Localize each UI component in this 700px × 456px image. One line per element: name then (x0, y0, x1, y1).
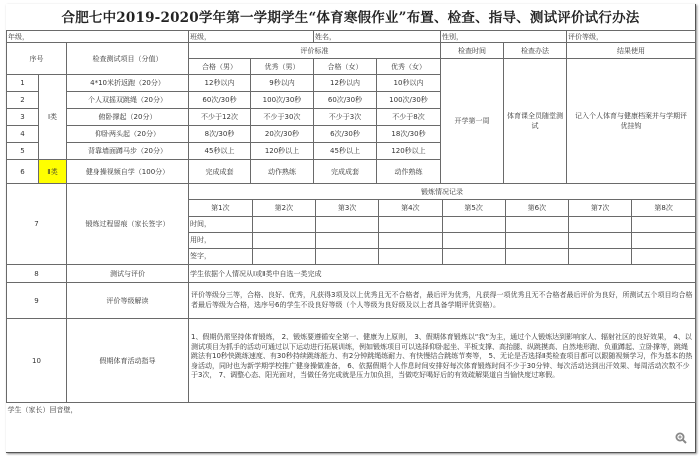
row-10-item: 假期体育活动指导 (67, 319, 189, 403)
row-excellent-male: 100次/30秒 (251, 92, 314, 109)
row-excellent-female: 不少于8次 (377, 109, 441, 126)
signature-line (189, 248, 695, 264)
row-item: 个人双摇双跳绳（20分） (67, 92, 189, 109)
time-cell[interactable] (632, 216, 695, 232)
row-10-content: 1、假期仍需坚持体育锻炼， 2、锻炼要遵循安全第一、健康为上原则， 3、假期体育锻炼以“我”为主，通过个人锻炼达到影响家人、辐射社区的良好效果， 4、以测试项目为抓手的活动可通过以下运动进行拓展训练，例如锻炼项目可以选择仰卧起坐、平板支撑、高抬腿、纵跳摸高、自然地形跑、负重蹲起、立卧撑等，跳绳跳法有10秒快跳练速度、有30秒持续跳练能力、有2分钟跳绳练耐力、有快慢结合跳练节奏等， 5、无论是否选择Ⅱ类检查项目都可以跟随视频学习，作为基本的热身活动，同时也为新学期学校推广健身操做准备， 6、依据假期个人作息时间安排好每次体育锻炼时间不少于30分钟、每次活动达到出汗效果、每周活动次数不少于3次， 7、调整心态、阳光面对，当做任务完成就是压力加负担，当做吃好喝好后的有效疏解渠道自当愉快度过寒假。 (189, 319, 696, 403)
zoom-in-icon[interactable] (675, 432, 687, 444)
category-2-highlighted: Ⅱ类 (39, 160, 67, 184)
time-cell[interactable] (316, 216, 379, 232)
time-label: 时间， (189, 216, 252, 232)
row-pass-female: 不少于3次 (314, 109, 377, 126)
time-cell[interactable] (505, 216, 568, 232)
time-cell[interactable] (442, 216, 505, 232)
row-seq: 1 (7, 75, 39, 92)
feedback-row (7, 403, 696, 451)
duration-cell[interactable] (442, 232, 505, 248)
row-pass-female: 60次/30秒 (314, 92, 377, 109)
duration-cell[interactable] (379, 232, 442, 248)
row-7-seq: 7 (7, 184, 67, 265)
row-8-seq: 8 (7, 265, 67, 283)
row-pass-female: 完成成套 (314, 160, 377, 184)
row-pass-female: 6次/30秒 (314, 126, 377, 143)
rating-field[interactable]: 评价等级， (567, 31, 696, 43)
row-item: 仰卧两头起（20分） (67, 126, 189, 143)
duration-label: 用时， (189, 232, 252, 248)
session-2: 第2次 (252, 200, 315, 216)
row-9-content: 评价等级分三等，合格、良好、优秀，凡获得3项及以上优秀且无不合格者，最后评为优秀，凡获得一项优秀且无不合格者最后评价为良好，所测试五个项目均合格者最后等级为合格，选序号6的学生不设良好等级（个人等级为良好级及以上者具备学期评优资格）。 (189, 283, 696, 319)
record-title: 锻炼情况记录 (189, 184, 696, 200)
row-pass-female: 12秒以内 (314, 75, 377, 92)
signature-cell[interactable] (252, 248, 315, 264)
row-item: 俯卧撑起（20分） (67, 109, 189, 126)
duration-cell[interactable] (252, 232, 315, 248)
time-cell[interactable] (569, 216, 632, 232)
time-line (189, 216, 695, 232)
row-item: 4*10米折返跑（20分） (67, 75, 189, 92)
signature-label: 签字， (189, 248, 252, 264)
row-pass-male: 60次/30秒 (189, 92, 251, 109)
row-excellent-female: 10秒以内 (377, 75, 441, 92)
row-excellent-male: 不少于30次 (251, 109, 314, 126)
row-8-item: 测试与评价 (67, 265, 189, 283)
row-excellent-female: 18次/30秒 (377, 126, 441, 143)
row-7-item: 锻炼过程留痕（家长签字） (67, 184, 189, 265)
signature-cell[interactable] (316, 248, 379, 264)
duration-cell[interactable] (569, 232, 632, 248)
header-pass-male: 合格（男） (189, 59, 251, 75)
row-seq: 6 (7, 160, 39, 184)
row-excellent-male: 9秒以内 (251, 75, 314, 92)
category-1: Ⅰ类 (39, 75, 67, 160)
row-excellent-male: 动作熟练 (251, 160, 314, 184)
time-cell[interactable] (252, 216, 315, 232)
row-9-seq: 9 (7, 283, 67, 319)
session-3: 第3次 (316, 200, 379, 216)
header-excellent-female: 优秀（女） (377, 59, 441, 75)
row-9-item: 评价等级解读 (67, 283, 189, 319)
row-item: 背靠墙面蹲马步（20分） (67, 143, 189, 160)
header-check-time: 检查时间 (441, 43, 504, 59)
grade-field[interactable]: 年级， (7, 31, 189, 43)
duration-cell[interactable] (632, 232, 695, 248)
row-9 (7, 283, 696, 319)
row-excellent-female: 100次/30秒 (377, 92, 441, 109)
check-method-value: 体育课全员随堂测试 (504, 59, 567, 184)
name-field[interactable]: 姓名， (314, 31, 441, 43)
row-pass-male: 12秒以内 (189, 75, 251, 92)
row-excellent-female: 动作熟练 (377, 160, 441, 184)
class-field[interactable]: 班级， (189, 31, 314, 43)
row-item: 健身操视频自学（100分） (67, 160, 189, 184)
session-8: 第8次 (632, 200, 695, 216)
signature-cell[interactable] (569, 248, 632, 264)
header-check-method: 检查办法 (504, 43, 567, 59)
duration-cell[interactable] (316, 232, 379, 248)
header-excellent-male: 优秀（男） (251, 59, 314, 75)
row-pass-female: 45秒以上 (314, 143, 377, 160)
header-standard: 评价标准 (189, 43, 441, 59)
header-item: 检查测试项目（分值） (67, 43, 189, 75)
row-seq: 2 (7, 92, 39, 109)
session-1: 第1次 (189, 200, 252, 216)
session-6: 第6次 (505, 200, 568, 216)
row-8 (7, 265, 696, 283)
header-seq: 序号 (7, 43, 67, 75)
result-use-value: 记入个人体育与健康档案并与学期评优挂钩 (567, 59, 696, 184)
signature-cell[interactable] (632, 248, 695, 264)
row-10-seq: 10 (7, 319, 67, 403)
page-title: 合肥七中2019-2020学年第一学期学生“体育寒假作业”布置、检查、指导、测试评价试行办法 (61, 10, 640, 26)
row-pass-male: 完成成套 (189, 160, 251, 184)
form-table (6, 30, 696, 451)
header-row-1 (7, 43, 696, 59)
row-excellent-male: 20次/30秒 (251, 126, 314, 143)
row-seq: 4 (7, 126, 39, 143)
row-excellent-female: 120秒以上 (377, 143, 441, 160)
row-excellent-male: 120秒以上 (251, 143, 314, 160)
signature-cell[interactable] (505, 248, 568, 264)
signature-cell[interactable] (442, 248, 505, 264)
row-8-content: 学生依据个人情况从Ⅰ或Ⅱ类中自选一类完成 (189, 265, 696, 283)
info-row (7, 31, 696, 43)
document-sheet (6, 4, 696, 453)
row-pass-male: 8次/30秒 (189, 126, 251, 143)
header-pass-female: 合格（女） (314, 59, 377, 75)
gender-field[interactable]: 性别， (441, 31, 567, 43)
feedback-area[interactable]: 学生（家长）回音壁， (7, 406, 78, 414)
signature-cell[interactable] (379, 248, 442, 264)
check-time-value: 开学第一周 (441, 59, 504, 184)
header-result-use: 结果使用 (567, 43, 696, 59)
session-7: 第7次 (569, 200, 632, 216)
session-5: 第5次 (442, 200, 505, 216)
duration-cell[interactable] (505, 232, 568, 248)
duration-line (189, 232, 695, 248)
row-seq: 5 (7, 143, 39, 160)
session-4: 第4次 (379, 200, 442, 216)
row-pass-male: 不少于12次 (189, 109, 251, 126)
row-pass-male: 45秒以上 (189, 143, 251, 160)
row-seq: 3 (7, 109, 39, 126)
record-title-row (7, 184, 696, 200)
time-cell[interactable] (379, 216, 442, 232)
row-10 (7, 319, 696, 403)
